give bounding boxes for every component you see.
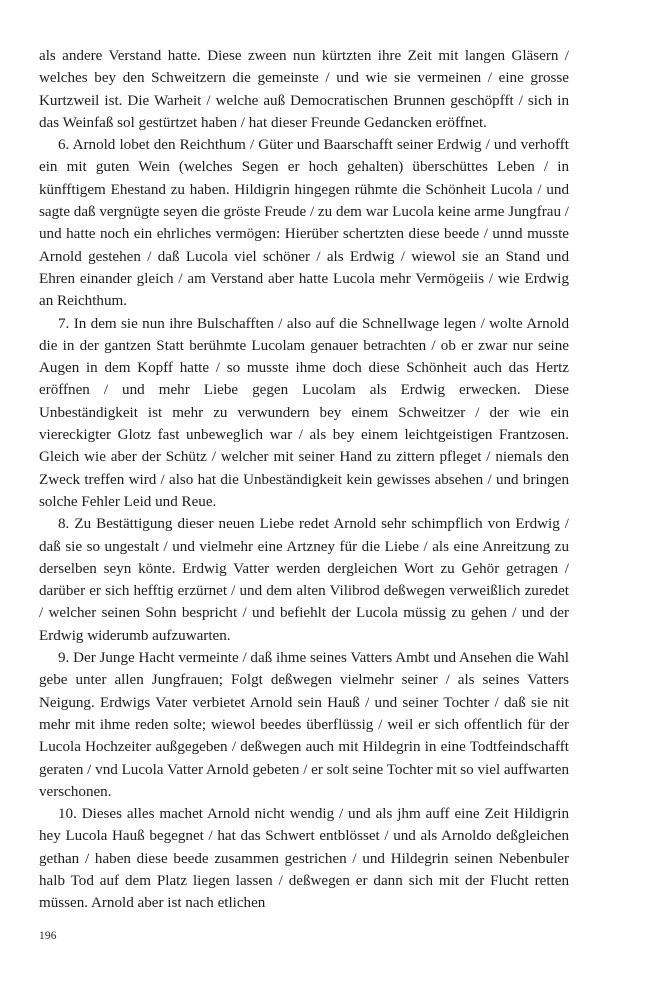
paragraph-6: 6. Arnold lobet den Reichthum / Güter und Baarschafft seiner Erdwig / und verhofft ein mit guten Wein (welches Segen er hoch gehalten) überschüttes Leben / in künfftigem Ehestand zu haben. Hildigrin hingegen rühmte die Schönheit Lucola / und sagte daß vergnügte seyen die gröste Freude / zu dem war Lucola keine arme Jungfrau / und hatte noch ein ehrliches vermögen: Hierüber schertzten diese beede / unnd musste Arnold gestehen / daß Lucola viel schöner / als Erdwig / wiewol sie an Stand und Ehren einander gleich / am Verstand aber hatte Lucola mehr Vermögeiis / wie Erdwig an Reichthum.	[39, 137, 569, 310]
body-text-column	[39, 45, 569, 915]
paragraph-10: 10. Dieses alles machet Arnold nicht wendig / und als jhm auff eine Zeit Hildigrin hey Lucola Hauß begegnet / hat das Schwert entblösset / und als Arnoldo deßgleichen gethan / haben diese beede zusammen gestrichen / und Hildegrin seinen Nebenbuler halb Tod auf dem Platz liegen lassen / deßwegen er dann sich mit der Flucht retten müssen. Arnold aber ist nach etlichen	[39, 806, 569, 912]
paragraph-7: 7. In dem sie nun ihre Bulschafften / also auf die Schnellwage legen / wolte Arnold die in der gantzen Statt berühmte Lucolam genauer betrachten / ob er zwar nur seine Augen in dem Kopff hatte / so musste ihme doch diese Schönheit auch das Hertz eröffnen / und mehr Liebe gegen Lucolam als Erdwig erwecken. Diese Unbeständigkeit ist mehr zu verwundern bey einem Schweitzer / der wie ein viereckigter Glotz fast unbeweglich war / als bey einem leichtgeistigen Frantzosen. Gleich wie aber der Schütz / welcher mit seiner Hand zu zittern pfleget / niemals den Zweck treffen wird / also hat die Unbeständigkeit kein gewisses absehen / und bringen solche Fehler Leid und Reue.	[39, 315, 569, 510]
page-number: 196	[39, 930, 57, 942]
paragraph-continued: als andere Verstand hatte. Diese zween nun kürtzten ihre Zeit mit langen Gläsern / welches bey den Schweitzern die gemeinste / und wie sie vermeinen / eine grosse Kurtzweil ist. Die Warheit / welche auß Democratischen Brunnen geschöpfft / sich in das Weinfaß sol gestürtzet haben / hat dieser Freunde Gedancken eröffnet.	[39, 48, 569, 131]
paragraph-8: 8. Zu Bestättigung dieser neuen Liebe redet Arnold sehr schimpflich von Erdwig / daß sie so ungestalt / und vielmehr eine Artzney für die Liebe / als eine Anreitzung zu derselben seyn könte. Erdwig Vatter werden dergleichen Wort zu Gehör getragen / darüber er sich hefftig erzürnet / und dem alten Vilibrod deßwegen verweißlich zuredet / welcher seinen Sohn bespricht / und befiehlt der Lucola müssig zu gehen / und der Erdwig widerumb aufzuwarten.	[39, 516, 569, 644]
paragraph-9: 9. Der Junge Hacht vermeinte / daß ihme seines Vatters Ambt und Ansehen die Wahl gebe unter allen Jungfrauen; Folgt deßwegen vielmehr seiner / als seines Vatters Neigung. Erdwigs Vater verbietet Arnold sein Hauß / und seiner Tochter / daß sie nit mehr mit ihme reden solte; wiewol beedes überflüssig / weil er sich offentlich für der Lucola Hochzeiter außgegeben / deßwegen auch mit Hildegrin in eine Todtfeindschafft geraten / vnd Lucola Vatter Arnold gebeten / er solt seine Tochter mit so viel auffwarten verschonen.	[39, 650, 569, 800]
